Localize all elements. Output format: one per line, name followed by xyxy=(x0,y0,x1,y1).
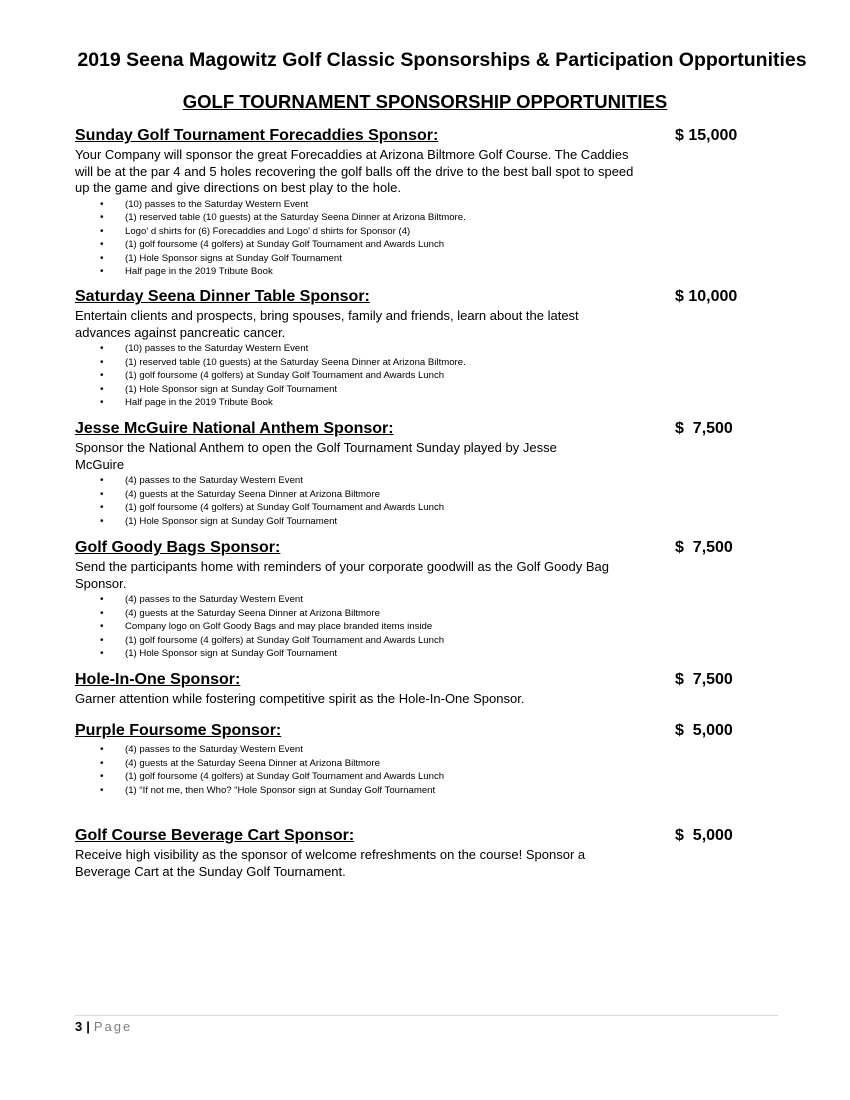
benefit-item: • (1) reserved table (10 guests) at the Saturday Seena Dinner at Arizona Biltmore. xyxy=(100,212,466,224)
bullet-icon: • xyxy=(100,343,104,354)
footer-separator: | xyxy=(86,1019,90,1034)
benefit-item: • (4) guests at the Saturday Seena Dinner at Arizona Biltmore xyxy=(100,607,380,619)
bullet-icon: • xyxy=(100,225,104,237)
benefit-item: • (1) Hole Sponsor sign at Sunday Golf Tournament xyxy=(100,383,338,395)
bullet-icon: • xyxy=(100,475,104,486)
sponsor-price: $ 10,000 xyxy=(675,288,738,305)
benefit-item: • (10) passes to the Saturday Western Event xyxy=(100,198,309,210)
sponsor-description: Receive high visibility as the sponsor of welcome refreshments on the course! Sponsor a Beverage Cart at the Sunday Golf Tournament. xyxy=(75,847,586,879)
benefit-item: • (1) golf foursome (4 golfers) at Sunday Golf Tournament and Awards Lunch xyxy=(100,634,445,646)
benefit-item: • (1) golf foursome (4 golfers) at Sunday Golf Tournament and Awards Lunch xyxy=(100,502,445,514)
bullet-icon: • xyxy=(100,621,104,633)
sponsor-price: $ 15,000 xyxy=(675,127,738,144)
sponsor-price: $ 5,000 xyxy=(675,827,733,844)
sponsor-description: Your Company will sponsor the great Forecaddies at Arizona Biltmore Golf Course. The Caddies will be at the par 4 and 5 holes recovering the golf balls off the drive to the best ball spot to speed up the game and give directions on best play to the hole. xyxy=(75,147,634,195)
benefit-item: • Company logo on Golf Goody Bags and may place branded items inside xyxy=(100,621,433,633)
benefit-item: • (4) passes to the Saturday Western Event xyxy=(100,475,303,486)
sponsor-price: $ 7,500 xyxy=(675,671,733,688)
sponsor-goody-bags xyxy=(75,539,755,661)
sponsor-price: $ 7,500 xyxy=(675,539,733,556)
sponsor-price: $ 7,500 xyxy=(675,420,733,437)
document-title: 2019 Seena Magowitz Golf Classic Sponsorships & Participation Opportunities xyxy=(77,49,807,71)
bullet-icon: • xyxy=(100,607,104,619)
sponsor-dinner-table xyxy=(75,288,755,410)
benefit-item: • (4) passes to the Saturday Western Event xyxy=(100,744,303,755)
benefit-list xyxy=(75,743,755,797)
bullet-icon: • xyxy=(100,515,104,527)
benefit-list xyxy=(75,198,755,280)
page-number: 3 xyxy=(75,1019,83,1034)
benefit-item: • Logo' d shirts for (6) Forecaddies and Logo' d shirts for Sponsor (4) xyxy=(100,225,411,237)
bullet-icon: • xyxy=(100,757,104,769)
sponsor-description: Garner attention while fostering competitive spirit as the Hole-In-One Sponsor. xyxy=(75,691,525,706)
bullet-icon: • xyxy=(100,594,104,605)
benefit-item: • (4) guests at the Saturday Seena Dinner at Arizona Biltmore xyxy=(100,488,380,500)
benefit-item: • (1) Hole Sponsor signs at Sunday Golf Tournament xyxy=(100,252,342,264)
sponsor-forecaddies xyxy=(75,127,755,279)
sponsor-description: Sponsor the National Anthem to open the Golf Tournament Sunday played by Jesse McGuire xyxy=(75,440,557,472)
bullet-icon: • xyxy=(100,634,104,646)
benefit-item: • (1) golf foursome (4 golfers) at Sunday Golf Tournament and Awards Lunch xyxy=(100,370,445,382)
sponsor-title: Saturday Seena Dinner Table Sponsor: xyxy=(75,288,370,305)
benefit-item: • (1) “If not me, then Who? “Hole Sponsor sign at Sunday Golf Tournament xyxy=(100,784,436,796)
bullet-icon: • xyxy=(100,648,104,660)
bullet-icon: • xyxy=(100,266,104,278)
benefit-item: • (1) Hole Sponsor sign at Sunday Golf Tournament xyxy=(100,648,338,660)
sponsor-title: Golf Course Beverage Cart Sponsor: xyxy=(75,827,355,844)
benefit-item: • (1) golf foursome (4 golfers) at Sunday Golf Tournament and Awards Lunch xyxy=(100,771,445,783)
sponsor-title: Jesse McGuire National Anthem Sponsor: xyxy=(75,420,394,437)
benefit-item: • (10) passes to the Saturday Western Event xyxy=(100,343,309,354)
sponsor-title: Golf Goody Bags Sponsor: xyxy=(75,539,281,556)
bullet-icon: • xyxy=(100,370,104,382)
bullet-icon: • xyxy=(100,744,104,755)
section-title: GOLF TOURNAMENT SPONSORSHIP OPPORTUNITIES xyxy=(182,91,668,112)
sponsor-title: Purple Foursome Sponsor: xyxy=(75,722,282,739)
sponsor-hole-in-one xyxy=(75,671,755,708)
benefit-item: • (1) reserved table (10 guests) at the Saturday Seena Dinner at Arizona Biltmore. xyxy=(100,356,466,368)
bullet-icon: • xyxy=(100,239,104,251)
sponsor-description: Send the participants home with reminders of your corporate goodwill as the Golf Goody Bag Sponsor. xyxy=(75,559,610,591)
page-label: Page xyxy=(93,1019,133,1034)
benefit-list xyxy=(75,342,755,410)
bullet-icon: • xyxy=(100,771,104,783)
sponsor-price: $ 5,000 xyxy=(675,722,733,739)
bullet-icon: • xyxy=(100,488,104,500)
benefit-item: • (4) guests at the Saturday Seena Dinner at Arizona Biltmore xyxy=(100,757,380,769)
bullet-icon: • xyxy=(100,252,104,264)
sponsor-purple-foursome xyxy=(75,722,755,797)
bullet-icon: • xyxy=(100,198,104,210)
bullet-icon: • xyxy=(100,383,104,395)
bullet-icon: • xyxy=(100,397,104,409)
sponsor-beverage-cart xyxy=(75,827,755,880)
sponsor-description: Entertain clients and prospects, bring spouses, family and friends, learn about the latest advances against pancreatic cancer. xyxy=(75,308,579,340)
benefit-list xyxy=(75,593,755,661)
benefit-list xyxy=(75,474,755,528)
benefit-item: • (1) Hole Sponsor sign at Sunday Golf Tournament xyxy=(100,515,338,527)
bullet-icon: • xyxy=(100,502,104,514)
benefit-item: • Half page in the 2019 Tribute Book xyxy=(100,397,273,409)
sponsor-title: Hole-In-One Sponsor: xyxy=(75,671,241,688)
bullet-icon: • xyxy=(100,784,104,796)
sponsor-title: Sunday Golf Tournament Forecaddies Sponsor: xyxy=(75,127,439,144)
benefit-item: • (1) golf foursome (4 golfers) at Sunday Golf Tournament and Awards Lunch xyxy=(100,239,445,251)
page-footer xyxy=(75,1019,132,1034)
bullet-icon: • xyxy=(100,212,104,224)
benefit-item: • Half page in the 2019 Tribute Book xyxy=(100,266,273,278)
sponsor-national-anthem xyxy=(75,420,755,528)
bullet-icon: • xyxy=(100,356,104,368)
benefit-item: • (4) passes to the Saturday Western Event xyxy=(100,594,303,605)
footer-divider xyxy=(75,1015,778,1016)
